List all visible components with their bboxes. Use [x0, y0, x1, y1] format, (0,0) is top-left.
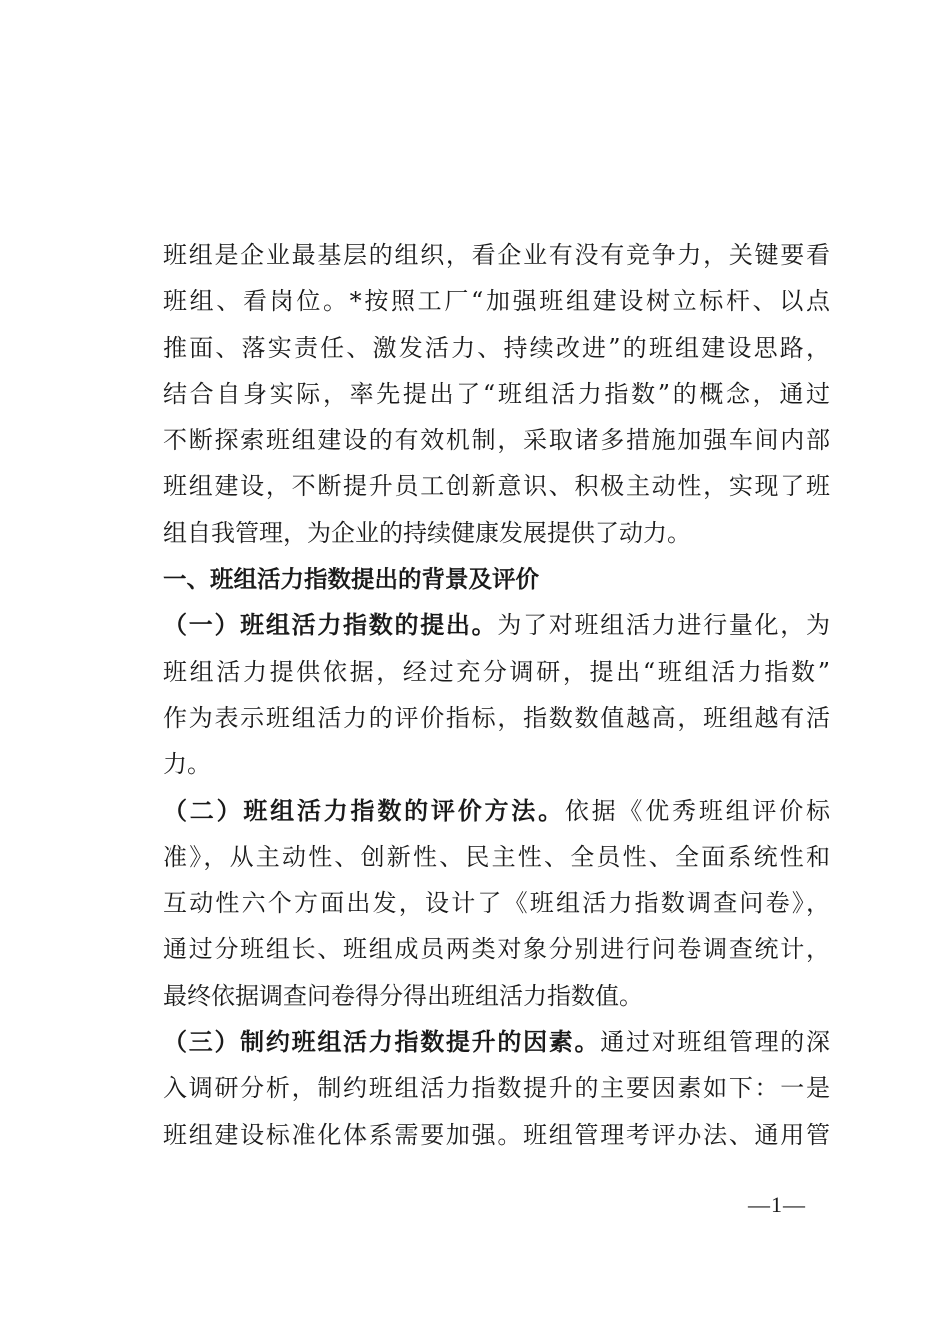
text-line: 班组建设，不断提升员工创新意识、积极主动性，实现了班 — [163, 472, 830, 501]
text-line: 互动性六个方面出发，设计了《班组活力指数调查问卷》， — [163, 889, 830, 918]
text-line: 作为表示班组活力的评价指标，指数数值越高，班组越有活 — [163, 703, 830, 732]
text-span: 为了对班组活力进行量化，为 — [497, 611, 830, 640]
text-line: 班组、看岗位。*按照工厂“加强班组建设树立标杆、以点 — [163, 287, 830, 316]
text-line: 入调研分析，制约班组活力指数提升的主要因素如下：一是 — [163, 1074, 830, 1103]
intro-paragraph — [163, 232, 830, 556]
text-span: 依据《优秀班组评价标 — [564, 796, 830, 825]
text-line: 力。 — [163, 750, 211, 779]
subsection-2-paragraph — [163, 788, 830, 1019]
subsection-title: （一）班组活力指数的提出。 — [163, 610, 498, 640]
text-line: 通过分班组长、班组成员两类对象分别进行问卷调查统计， — [163, 935, 830, 964]
text-line — [163, 1019, 830, 1065]
section-heading: 一、班组活力指数提出的背景及评价 — [163, 565, 539, 594]
text-line: 班组活力提供依据，经过充分调研，提出“班组活力指数” — [163, 657, 830, 686]
subsection-title: （二）班组活力指数的评价方法。 — [163, 795, 565, 825]
subsection-title: （三）制约班组活力指数提升的因素。 — [163, 1027, 601, 1057]
text-line: 最终依据调查问卷得分得出班组活力指数值。 — [163, 981, 643, 1010]
text-line: 推面、落实责任、激发活力、持续改进”的班组建设思路， — [163, 333, 830, 362]
text-line: 准》，从主动性、创新性、民主性、全员性、全面系统性和 — [163, 842, 830, 871]
subsection-3-paragraph — [163, 1019, 830, 1158]
document-body — [163, 232, 830, 1158]
text-line: 结合自身实际，率先提出了“班组活力指数”的概念，通过 — [163, 379, 830, 408]
text-line — [163, 602, 830, 648]
text-span: 通过对班组管理的深 — [600, 1028, 831, 1057]
text-line: 组自我管理，为企业的持续健康发展提供了动力。 — [163, 518, 691, 547]
page-number: —1— — [748, 1192, 806, 1217]
text-line: 班组建设标准化体系需要加强。班组管理考评办法、通用管 — [163, 1120, 830, 1149]
text-line: 不断探索班组建设的有效机制，采取诸多措施加强车间内部 — [163, 426, 830, 455]
subsection-1-paragraph — [163, 602, 830, 787]
text-line: 班组是企业最基层的组织，看企业有没有竞争力，关键要看 — [163, 241, 830, 269]
text-line — [163, 788, 830, 834]
